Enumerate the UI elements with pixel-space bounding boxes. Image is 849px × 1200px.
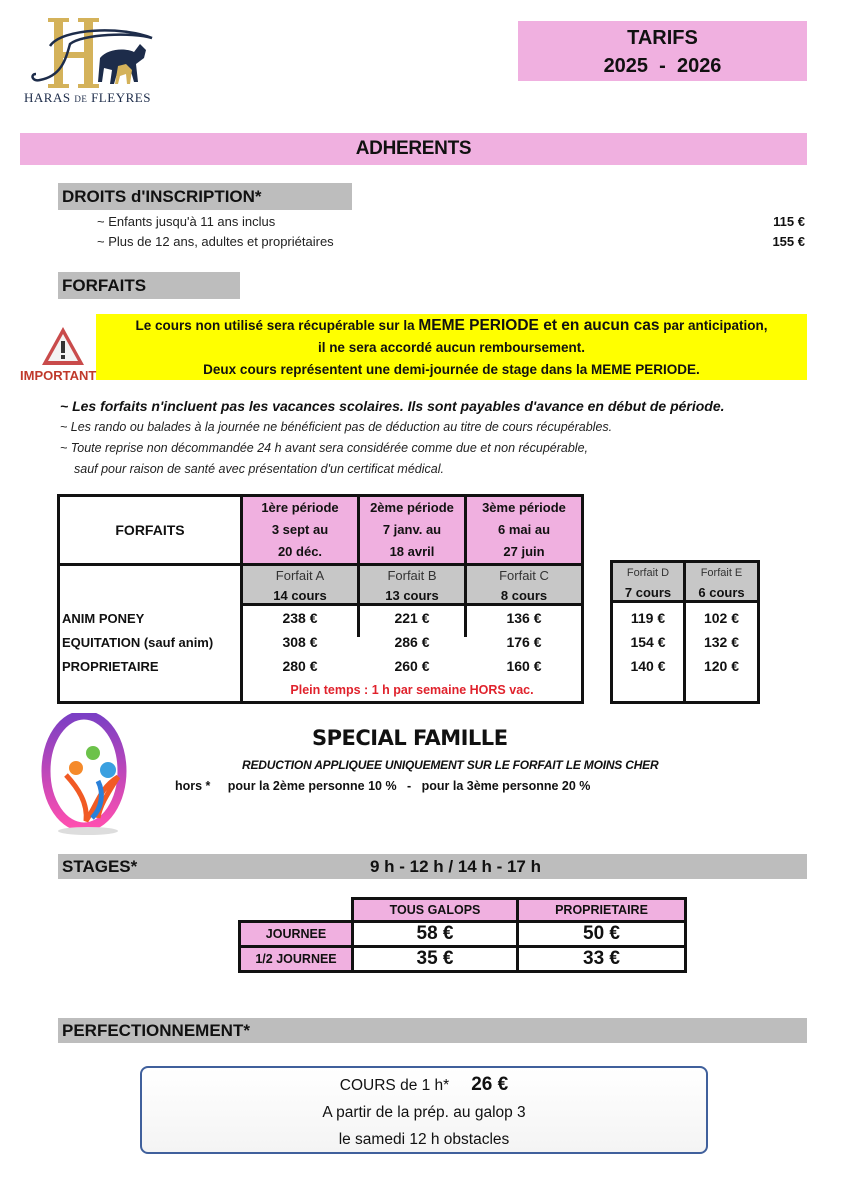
course-price: 26 € (471, 1074, 509, 1095)
column-header: PROPRIETAIRE (516, 897, 687, 923)
warning-triangle-icon (40, 325, 86, 367)
forfait-header: Forfait C 8 cours (467, 566, 581, 606)
section-title-adherents: ADHERENTS (20, 133, 807, 165)
important-label: IMPORTANT (20, 368, 97, 383)
period-header: 2ème période 7 janv. au 18 avril (360, 497, 464, 563)
plein-temps-note: Plein temps : 1 h par semaine HORS vac. (290, 683, 534, 697)
famille-title: SPECIAL FAMILLE (312, 726, 508, 750)
stages-hours: 9 h - 12 h / 14 h - 17 h (370, 857, 541, 876)
logo-text: HARAS DE FLEYRES (24, 90, 151, 105)
price-cell: 286 € (394, 634, 430, 650)
droits-item-price: 155 € (772, 234, 805, 249)
price-cell: 120 € (703, 658, 740, 674)
course-level: A partir de la prép. au galop 3 (322, 1104, 526, 1121)
price-cell: 308 € (282, 634, 318, 650)
famille-subtitle: REDUCTION APPLIQUEE UNIQUEMENT SUR LE FORFAIT LE MOINS CHER (242, 758, 659, 772)
price-cell: 160 € (506, 658, 542, 674)
tarifs-header-box (518, 21, 807, 81)
season-label: 2025 - 2026 (603, 55, 722, 77)
row-label: ANIM PONEY (62, 611, 145, 626)
course-schedule: le samedi 12 h obstacles (338, 1131, 510, 1148)
important-warning-banner: Le cours non utilisé sera récupérable sur la MEME PERIODE et en aucun cas par anticipation, il ne sera accordé aucun remboursement. Deux cours représentent une demi-journée de stage dans la MEME PERIODE. (96, 314, 807, 380)
forfaits-side-table (610, 560, 760, 704)
row-label: 1/2 JOURNEE (238, 945, 354, 973)
course-label: COURS de 1 h* (339, 1077, 450, 1094)
price-cell: 102 € (703, 610, 740, 626)
price-cell: 50 € (516, 920, 687, 948)
column-header: TOUS GALOPS (351, 897, 519, 923)
droits-heading: DROITS d'INSCRIPTION* (58, 183, 352, 210)
price-cell: 221 € (394, 610, 430, 626)
famille-discount-line: hors * pour la 2ème personne 10 % - pour la 3ème personne 20 % (175, 779, 591, 793)
forfait-header: Forfait D 7 cours (613, 563, 683, 603)
price-cell: 238 € (282, 610, 318, 626)
price-cell: 58 € (351, 920, 519, 948)
note: sauf pour raison de santé avec présentation d'un certificat médical. (74, 462, 444, 476)
forfaits-notes (60, 396, 725, 480)
price-cell: 260 € (394, 658, 430, 674)
price-cell: 280 € (282, 658, 318, 674)
haras-logo (22, 18, 160, 106)
price-cell: 132 € (703, 634, 740, 650)
forfaits-table (57, 494, 584, 704)
stages-heading (58, 854, 807, 879)
forfait-header: Forfait B 13 cours (360, 566, 464, 606)
price-cell: 176 € (506, 634, 542, 650)
perfectionnement-heading: PERFECTIONNEMENT* (58, 1018, 807, 1043)
table-header-label: FORFAITS (115, 522, 185, 538)
droits-item-price: 115 € (773, 214, 805, 229)
droits-item-label: ~ Enfants jusqu'à 11 ans inclus (97, 214, 276, 229)
stages-table (238, 897, 687, 974)
row-label: JOURNEE (238, 920, 354, 948)
period-header: 3ème période 6 mai au 27 juin (467, 497, 581, 563)
forfait-header: Forfait A 14 cours (243, 566, 357, 606)
note: ~ Toute reprise non décommandée 24 h avant sera considérée comme due et non récupérable, (60, 441, 588, 455)
price-cell: 33 € (516, 945, 687, 973)
row-label: EQUITATION (sauf anim) (62, 635, 214, 650)
price-cell: 35 € (351, 945, 519, 973)
price-cell: 136 € (506, 610, 542, 626)
forfait-header: Forfait E 6 cours (686, 563, 757, 603)
horse-logo-icon (22, 18, 160, 90)
period-header: 1ère période 3 sept au 20 déc. (243, 497, 357, 563)
stages-title: STAGES* (62, 857, 138, 876)
family-icon (38, 713, 130, 838)
price-cell: 154 € (630, 634, 666, 650)
row-label: PROPRIETAIRE (62, 659, 159, 674)
tarifs-title: TARIFS (627, 27, 698, 49)
perfectionnement-box (140, 1066, 708, 1154)
droits-item-label: ~ Plus de 12 ans, adultes et propriétaires (97, 234, 334, 249)
note: ~ Les rando ou balades à la journée ne bénéficient pas de déduction au titre de cours récupérables. (60, 420, 613, 434)
price-cell: 119 € (630, 610, 666, 626)
price-cell: 140 € (630, 658, 666, 674)
forfaits-heading: FORFAITS (58, 272, 240, 299)
note: ~ Les forfaits n'incluent pas les vacances scolaires. Ils sont payables d'avance en début de période. (60, 398, 725, 414)
